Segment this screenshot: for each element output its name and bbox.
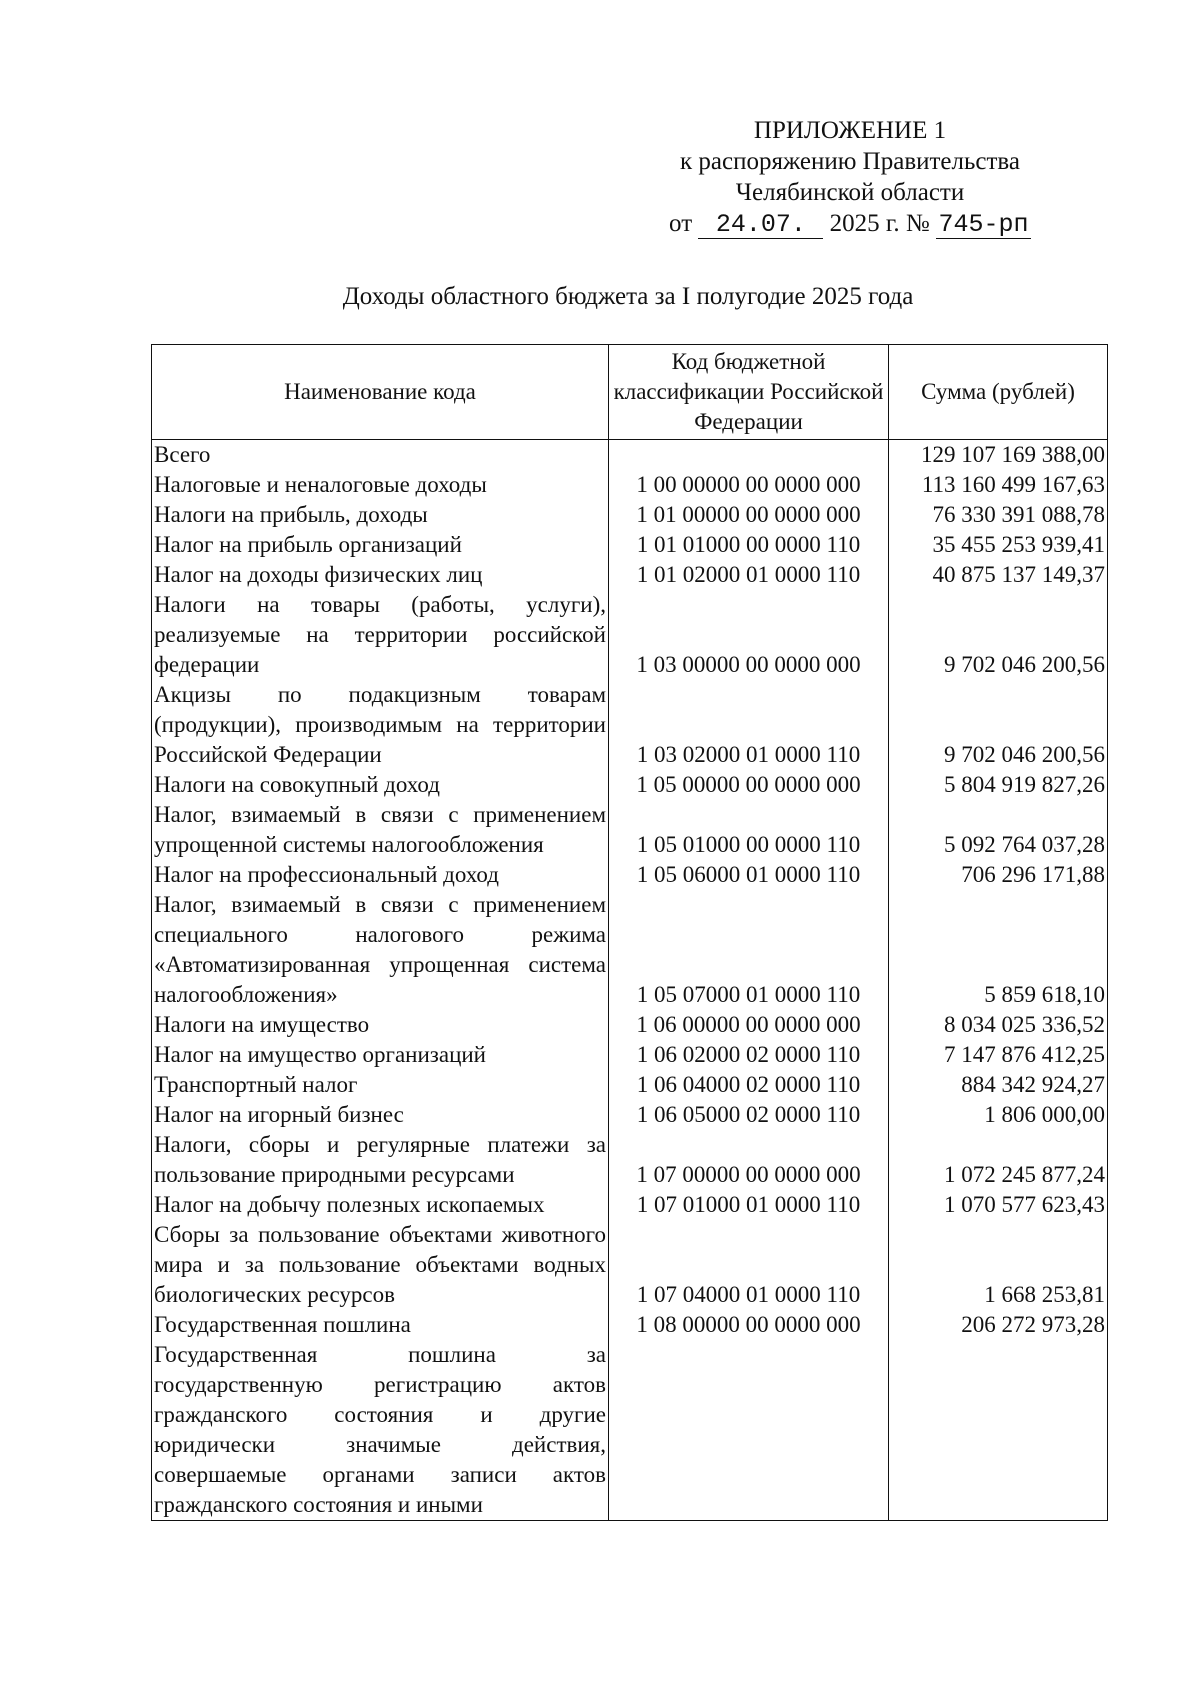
decree-number: 745-рп [936, 212, 1031, 239]
table-row [152, 890, 1108, 1010]
row-name: Налог на профессиональный доход [152, 860, 609, 890]
row-sum [889, 1340, 1108, 1521]
table-row [152, 1070, 1108, 1100]
row-code: 1 06 05000 02 0000 110 [609, 1100, 889, 1130]
table-row [152, 560, 1108, 590]
row-code: 1 06 00000 00 0000 000 [609, 1010, 889, 1040]
row-sum: 884 342 924,27 [889, 1070, 1108, 1100]
row-name: Налоги, сборы и регулярные платежи за пользование природными ресурсами [152, 1130, 609, 1190]
row-code: 1 00 00000 00 0000 000 [609, 470, 889, 500]
table-row [152, 1130, 1108, 1190]
row-name: Налоговые и неналоговые доходы [152, 470, 609, 500]
row-code: 1 05 00000 00 0000 000 [609, 770, 889, 800]
row-name: Налог на добычу полезных ископаемых [152, 1190, 609, 1220]
row-code: 1 07 04000 01 0000 110 [609, 1220, 889, 1310]
appendix-date-line [620, 208, 1080, 239]
row-code: 1 05 01000 00 0000 110 [609, 800, 889, 860]
row-name: Налог на прибыль организаций [152, 530, 609, 560]
row-name: Налог, взимаемый в связи с применением специального налогового режима «Автоматизированная упрощенная система налогообложения» [152, 890, 609, 1010]
year-number-label: 2025 г. № [829, 210, 930, 237]
row-code: 1 08 00000 00 0000 000 [609, 1310, 889, 1340]
row-sum: 129 107 169 388,00 [889, 440, 1108, 471]
row-sum: 1 668 253,81 [889, 1220, 1108, 1310]
table-row [152, 1340, 1108, 1521]
row-name: Налог на доходы физических лиц [152, 560, 609, 590]
row-sum: 1 806 000,00 [889, 1100, 1108, 1130]
row-code [609, 440, 889, 471]
table-row [152, 440, 1108, 471]
row-name: Государственная пошлина за государственную регистрацию актов гражданского состояния и другие юридически значимые действия, совершаемые органами записи актов гражданского состояния и иными [152, 1340, 609, 1521]
row-name: Налог на имущество организаций [152, 1040, 609, 1070]
appendix-line-2: к распоряжению Правительства [679, 148, 1020, 175]
row-name: Сборы за пользование объектами животного мира и за пользование объектами водных биологических ресурсов [152, 1220, 609, 1310]
row-sum: 35 455 253 939,41 [889, 530, 1108, 560]
row-name: Транспортный налог [152, 1070, 609, 1100]
table-row [152, 590, 1108, 680]
row-sum: 9 702 046 200,56 [889, 590, 1108, 680]
row-code: 1 06 02000 02 0000 110 [609, 1040, 889, 1070]
row-code [609, 1340, 889, 1521]
row-sum: 1 070 577 623,43 [889, 1190, 1108, 1220]
row-name: Налог на игорный бизнес [152, 1100, 609, 1130]
row-code: 1 05 06000 01 0000 110 [609, 860, 889, 890]
row-sum: 9 702 046 200,56 [889, 680, 1108, 770]
row-name: Государственная пошлина [152, 1310, 609, 1340]
row-sum: 206 272 973,28 [889, 1310, 1108, 1340]
row-name: Налоги на прибыль, доходы [152, 500, 609, 530]
table-row [152, 860, 1108, 890]
row-name: Всего [152, 440, 609, 471]
row-code: 1 07 01000 01 0000 110 [609, 1190, 889, 1220]
row-sum: 76 330 391 088,78 [889, 500, 1108, 530]
table-row [152, 800, 1108, 860]
row-sum: 1 072 245 877,24 [889, 1130, 1108, 1190]
table-header-row [152, 345, 1108, 440]
table-row [152, 500, 1108, 530]
table-row [152, 470, 1108, 500]
row-code: 1 01 02000 01 0000 110 [609, 560, 889, 590]
row-code: 1 06 04000 02 0000 110 [609, 1070, 889, 1100]
table-row [152, 1040, 1108, 1070]
table-row [152, 680, 1108, 770]
row-name: Налог, взимаемый в связи с применением упрощенной системы налогообложения [152, 800, 609, 860]
header-name: Наименование кода [152, 345, 609, 440]
from-label: от [669, 210, 693, 237]
header-code: Код бюджетной классификации Российской Федерации [609, 345, 889, 440]
row-sum: 706 296 171,88 [889, 860, 1108, 890]
row-code: 1 01 00000 00 0000 000 [609, 500, 889, 530]
row-sum: 113 160 499 167,63 [889, 470, 1108, 500]
appendix-header [620, 115, 1080, 239]
table-row [152, 530, 1108, 560]
appendix-label: ПРИЛОЖЕНИЕ 1 [753, 117, 947, 144]
row-code: 1 03 00000 00 0000 000 [609, 590, 889, 680]
table-row [152, 770, 1108, 800]
row-name: Налоги на товары (работы, услуги), реализуемые на территории российской федерации [152, 590, 609, 680]
row-sum: 40 875 137 149,37 [889, 560, 1108, 590]
table-row [152, 1310, 1108, 1340]
income-table [151, 344, 1108, 1521]
table-row [152, 1010, 1108, 1040]
row-sum: 7 147 876 412,25 [889, 1040, 1108, 1070]
row-code: 1 01 01000 00 0000 110 [609, 530, 889, 560]
document-title: Доходы областного бюджета за I полугодие 2025 года [342, 283, 914, 310]
row-name: Акцизы по подакцизным товарам (продукции), производимым на территории Российской Федерации [152, 680, 609, 770]
row-name: Налоги на имущество [152, 1010, 609, 1040]
row-code: 1 07 00000 00 0000 000 [609, 1130, 889, 1190]
table-row [152, 1190, 1108, 1220]
appendix-line-3: Челябинской области [735, 179, 965, 206]
table-row [152, 1100, 1108, 1130]
row-sum: 5 859 618,10 [889, 890, 1108, 1010]
row-sum: 8 034 025 336,52 [889, 1010, 1108, 1040]
row-sum: 5 804 919 827,26 [889, 770, 1108, 800]
row-name: Налоги на совокупный доход [152, 770, 609, 800]
decree-date: 24.07. [698, 212, 823, 239]
row-sum: 5 092 764 037,28 [889, 800, 1108, 860]
row-code: 1 03 02000 01 0000 110 [609, 680, 889, 770]
header-sum: Сумма (рублей) [889, 345, 1108, 440]
row-code: 1 05 07000 01 0000 110 [609, 890, 889, 1010]
table-row [152, 1220, 1108, 1310]
